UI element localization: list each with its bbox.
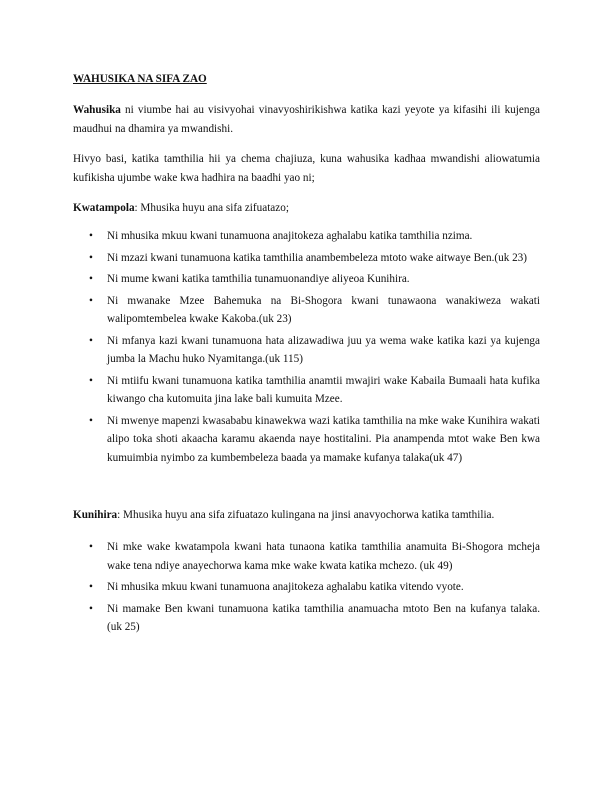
- list-item: [73, 332, 540, 369]
- list-item-text: Ni mamake Ben kwani tunamuona katika tamthilia anamuacha mtoto Ben na kufanya talaka. (uk 25): [107, 602, 540, 633]
- list-item: [73, 249, 540, 268]
- bullet-icon: •: [89, 414, 93, 427]
- character-name: Kwatampola: [73, 202, 135, 214]
- list-item: [73, 538, 540, 575]
- list-item: [73, 292, 540, 329]
- trait-list-kunihira: [73, 538, 540, 637]
- list-item-text: Ni mwenye mapenzi kwasababu kinawekwa wazi katika tamthilia na mke wake Kunihira wakati alipo toka shoti akaacha karamu akaenda naye hostitalini. Pia anampenda mtot wake Ben kwa kumuimbia nyimbo za kumbembeleza baada ya mamake kufanya talaka(uk 47): [107, 414, 540, 464]
- bullet-icon: •: [89, 273, 93, 285]
- list-item: [73, 270, 540, 289]
- list-item-text: Ni mke wake kwatampola kwani hata tunaona katika tamthilia anamuita Bi-Shogora mcheja wake tena ndiye anayechorwa kama mke wake kwata katika mchezo. (uk 49): [107, 541, 540, 572]
- section-spacer: [73, 470, 540, 506]
- list-item-text: Ni mhusika mkuu kwani tunamuona anajitokeza aghalabu katika vitendo vyote.: [107, 581, 464, 593]
- list-item-text: Ni mume kwani katika tamthilia tunamuonandiye aliyeoa Kunihira.: [107, 273, 410, 285]
- list-item-text: Ni mwanake Mzee Bahemuka na Bi-Shogora kwani tunawaona wanakiweza wakati walipomtembelea kwake Kakoba.(uk 23): [107, 294, 540, 325]
- list-item-text: Ni mtiifu kwani tunamuona katika tamthilia anamtii mwajiri wake Kabaila Bumaali hata kufika kiwango cha kutomuita jina lake bali kumuita Mzee.: [107, 374, 540, 405]
- bullet-icon: •: [89, 230, 93, 242]
- list-item-text: Ni mhusika mkuu kwani tunamuona anajitokeza aghalabu katika tamthilia nzima.: [107, 230, 473, 242]
- bullet-icon: •: [89, 581, 93, 593]
- list-item: [73, 600, 540, 637]
- bullet-icon: •: [89, 374, 93, 387]
- list-item-text: Ni mfanya kazi kwani tunamuona hata alizawadiwa juu ya wema wake katika kazi ya kujenga jumba la Machu huko Nyamitanga.(uk 115): [107, 334, 540, 365]
- bullet-icon: •: [89, 334, 93, 347]
- intro-paragraph: [73, 101, 540, 138]
- list-item: [73, 372, 540, 409]
- bullet-icon: •: [89, 251, 93, 264]
- list-item-text: Ni mzazi kwani tunamuona katika tamthilia anambembeleza mtoto wake aitwaye Ben.(uk 23): [107, 251, 528, 264]
- trait-list-kwatampola: [73, 227, 540, 467]
- section-lead-kwatampola: [73, 199, 540, 217]
- context-paragraph: Hivyo basi, katika tamthilia hii ya chema chajiuza, kuna wahusika kadhaa mwandishi aliowatumia kufikisha ujumbe wake kwa hadhira na baadhi yao ni;: [73, 153, 540, 184]
- intro-term: Wahusika: [73, 104, 121, 116]
- document-title: WAHUSIKA NA SIFA ZAO: [73, 73, 207, 85]
- list-item: [73, 578, 540, 597]
- list-item: [73, 412, 540, 468]
- bullet-icon: •: [89, 541, 93, 553]
- section-lead-text: : Mhusika huyu ana sifa zifuatazo;: [134, 202, 289, 214]
- bullet-icon: •: [89, 602, 93, 615]
- character-name: Kunihira: [73, 509, 118, 521]
- section-lead-kunihira: [73, 506, 540, 524]
- list-item: [73, 227, 540, 246]
- document-body: [73, 70, 540, 640]
- bullet-icon: •: [89, 294, 93, 307]
- section-lead-text: : Mhusika huyu ana sifa zifuatazo kulingana na jinsi anavyochorwa katika tamthilia.: [117, 509, 495, 521]
- intro-text: ni viumbe hai au visivyohai vinavyoshirikishwa katika kazi yeyote ya kifasihi ili kujenga maudhui na dhamira ya mwandishi.: [73, 104, 540, 135]
